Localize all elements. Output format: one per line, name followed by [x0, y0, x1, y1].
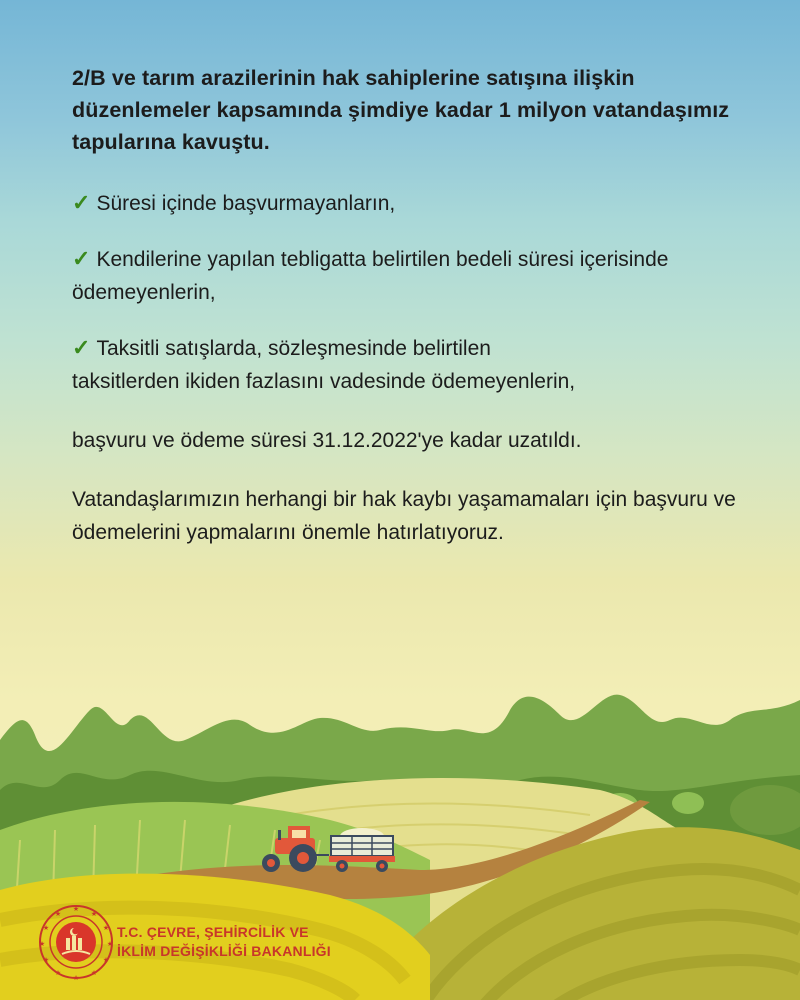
list-item-text: Kendilerine yapılan tebligatta belirtilen bedeli süresi içerisinde ödemeyenlerin,	[72, 248, 669, 304]
ministry-name-line2: İKLİM DEĞİŞİKLİĞİ BAKANLIĞI	[117, 943, 331, 959]
svg-text:★: ★	[106, 941, 114, 948]
svg-text:★: ★	[54, 911, 62, 918]
list-item	[72, 186, 762, 220]
svg-text:★: ★	[90, 911, 98, 918]
list-item-text: Taksitli satışlarda, sözleşmesinde belirtilen taksitlerden ikiden fazlasını vadesinde ödemeyenlerin,	[72, 337, 576, 393]
ministry-name-line1: T.C. ÇEVRE, ŞEHİRCİLİK VE	[117, 924, 309, 940]
svg-text:★: ★	[102, 957, 110, 964]
check-icon: ✓	[72, 246, 91, 271]
extension-text: başvuru ve ödeme süresi 31.12.2022'ye kadar uzatıldı.	[72, 429, 582, 452]
headline: 2/B ve tarım arazilerinin hak sahiplerine satışına ilişkin düzenlemeler kapsamında şimdiye kadar 1 milyon vatandaşımız tapularına kavuştu.	[72, 66, 730, 154]
check-icon: ✓	[72, 335, 91, 360]
svg-text:★: ★	[90, 970, 98, 977]
check-icon: ✓	[72, 190, 91, 215]
svg-text:★: ★	[72, 975, 80, 982]
list-item-text: Süresi içinde başvurmayanların,	[96, 192, 396, 215]
svg-text:★: ★	[42, 957, 50, 964]
svg-text:★: ★	[42, 925, 50, 932]
list-item	[72, 242, 762, 309]
svg-text:★: ★	[102, 925, 110, 932]
ministry-emblem-icon	[36, 900, 116, 985]
svg-text:★: ★	[72, 906, 80, 913]
svg-text:★: ★	[54, 970, 62, 977]
list-item	[72, 331, 592, 398]
svg-text:★: ★	[38, 941, 46, 948]
text-content	[72, 62, 762, 575]
ministry-name	[117, 923, 331, 961]
reminder-text: Vatandaşlarımızın herhangi bir hak kaybı yaşamamaları için başvuru ve ödemelerini yapmalarını önemle hatırlatıyoruz.	[72, 488, 736, 544]
